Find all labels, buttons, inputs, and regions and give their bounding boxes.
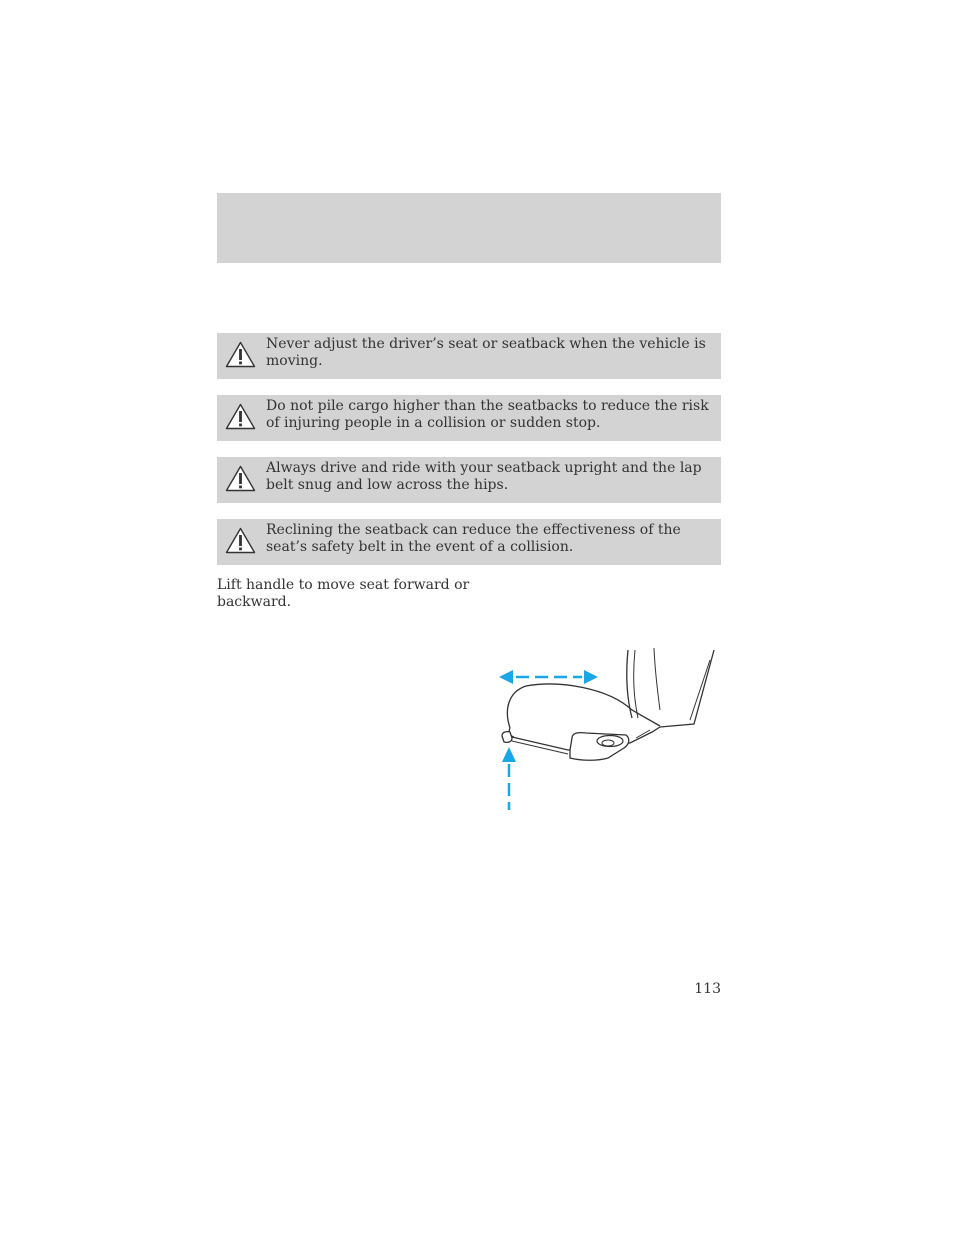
warning-triangle-icon [225,465,256,492]
seatback-seam [634,650,638,718]
seatback-seam [654,648,660,710]
warning-box-2 [217,395,721,441]
warning-text: Reclining the seatback can reduce the effectiveness of the seat’s safety belt in the event of a collision. [266,522,681,555]
warning-triangle-icon [225,403,256,430]
forward-arrow-head [584,670,598,684]
warning-text: Never adjust the driver’s seat or seatback when the vehicle is moving. [266,336,706,369]
page-number: 113 [694,981,721,997]
seatback-side [660,650,714,727]
recliner-knob [597,736,623,747]
warning-triangle-icon [225,341,256,368]
seat-adjust-handle [502,732,512,743]
warning-triangle-icon [225,527,256,554]
seat-cushion-outline [507,684,660,728]
seatback-side [690,660,710,720]
warning-box-1 [217,333,721,379]
warning-box-3 [217,457,721,503]
warning-text: Do not pile cargo higher than the seatbacks to reduce the risk of injuring people in a collision or sudden stop. [266,398,709,431]
seat-adjust-handle-illustration [490,640,720,815]
warning-text: Always drive and ride with your seatback upright and the lap belt snug and low across the hips. [266,460,702,493]
section-header-band [217,193,721,263]
lift-arrow-head [502,747,516,762]
warning-box-4 [217,519,721,565]
backward-arrow-head [499,670,513,684]
recliner-housing [570,733,629,761]
instruction-text: Lift handle to move seat forward or backward. [217,577,470,610]
